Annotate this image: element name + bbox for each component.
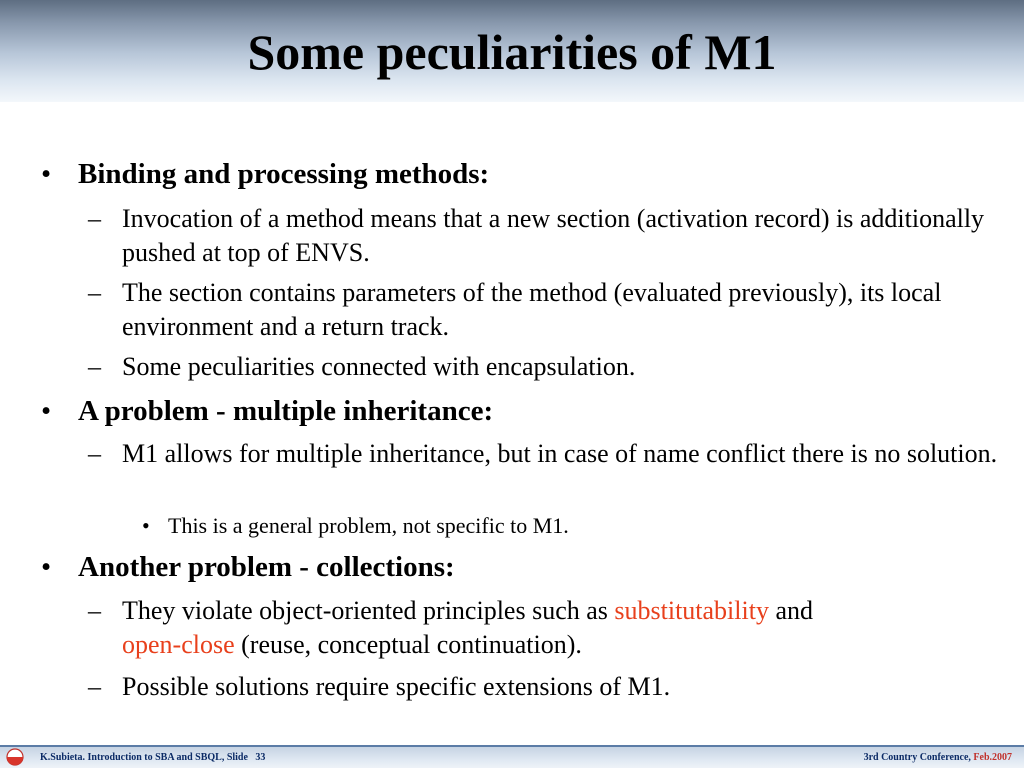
footer-conference-name: 3rd Country Conference,: [863, 752, 974, 763]
sub-bullet-encapsulation: Some peculiarities connected with encapsulation.: [122, 352, 636, 381]
sub-bullet-invocation: Invocation of a method means that a new section (activation record) is additionally pushed at top of ENVS.: [122, 204, 985, 267]
text-segment: They violate object-oriented principles such as: [122, 596, 615, 625]
dash-icon: –: [88, 439, 101, 468]
dash-icon: –: [88, 596, 101, 625]
footer-conference: [864, 752, 1012, 763]
sub-sub-bullet-general-problem: This is a general problem, not specific to M1.: [168, 513, 569, 538]
slide-title: Some peculiarities of M1: [247, 24, 777, 80]
text-segment: (reuse, conceptual continuation).: [234, 630, 582, 659]
highlight-open-close: open-close: [122, 630, 235, 659]
bullet-heading-inheritance: A problem - multiple inheritance:: [78, 395, 494, 427]
highlight-substitutability: substitutability: [614, 596, 769, 625]
footer-bar: [0, 745, 1024, 768]
sub-bullet-name-conflict: M1 allows for multiple inheritance, but in case of name conflict there is no solution.: [122, 439, 998, 468]
sub-bullet-section: The section contains parameters of the method (evaluated previously), its local environment and a return track.: [122, 278, 942, 341]
bullet-heading-collections: Another problem - collections:: [78, 551, 455, 583]
text-segment: and: [768, 596, 814, 625]
dash-icon: –: [88, 278, 101, 307]
sub-bullet-possible-solutions: Possible solutions require specific extensions of M1.: [122, 672, 671, 701]
dash-icon: –: [88, 352, 101, 381]
bullet-icon: •: [142, 513, 150, 538]
dash-icon: –: [88, 672, 101, 701]
bullet-icon: •: [41, 395, 52, 427]
bullet-heading-binding: Binding and processing methods:: [78, 158, 490, 190]
bullet-icon: •: [41, 551, 52, 583]
dash-icon: –: [88, 204, 101, 233]
conference-logo-icon: [4, 748, 26, 766]
sub-bullet-violate-principles: [122, 594, 1012, 662]
footer-author-slide: K.Subieta. Introduction to SBA and SBQL, Slide 33: [40, 752, 266, 763]
footer-date: Feb.2007: [973, 752, 1012, 763]
bullet-icon: •: [41, 158, 52, 190]
